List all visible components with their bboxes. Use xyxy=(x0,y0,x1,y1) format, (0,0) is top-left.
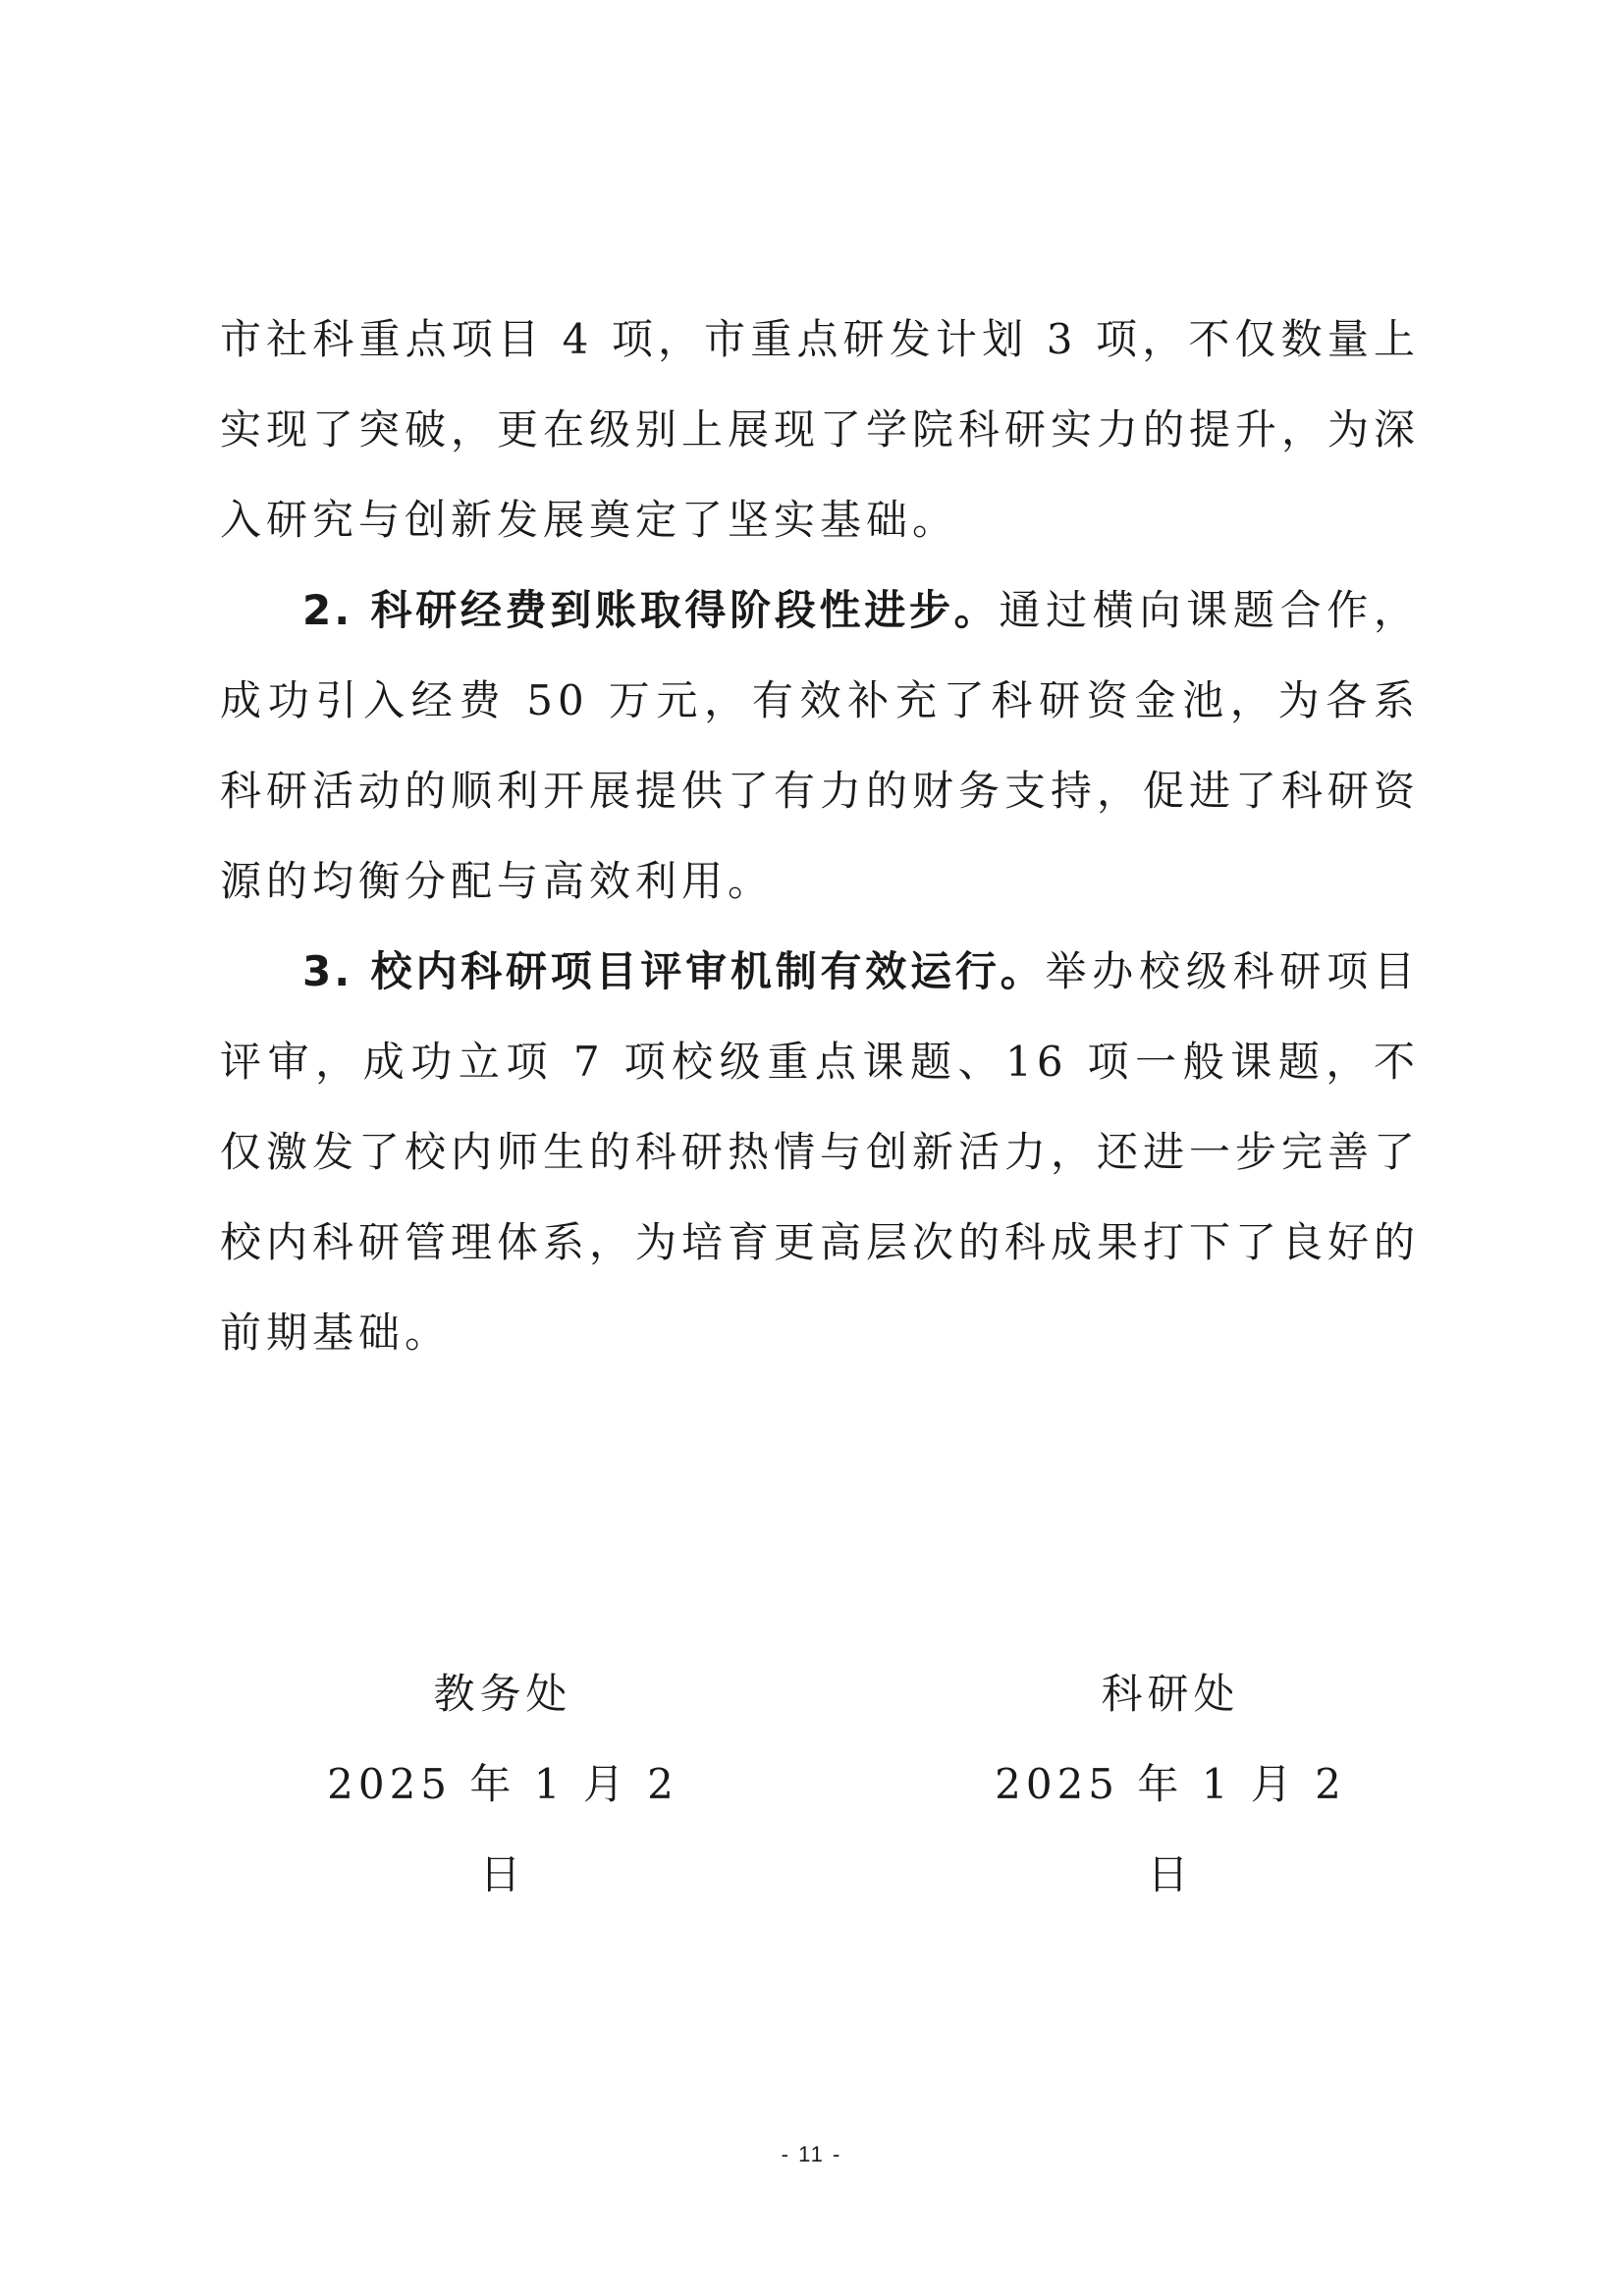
paragraph-text: 举办校级科研项目评审，成功立项 7 项校级重点课题、16 项一般课题，不仅激发了校内师生的科研热情与创新活力，还进一步完善了校内科研管理体系，为培育更高层次的科成果打下了良好的前期基础。 xyxy=(220,947,1421,1357)
body-text xyxy=(220,294,1420,1378)
page-number: - 11 - xyxy=(781,2142,842,2166)
paragraph-research-funding xyxy=(220,565,1420,927)
paragraph-heading: 2. 科研经费到账取得阶段性进步。 xyxy=(302,586,1000,634)
paragraph-text: 市社科重点项目 4 项，市重点研发计划 3 项，不仅数量上实现了突破，更在级别上展现了学院科研实力的提升，为深入研究与创新发展奠定了坚实基础。 xyxy=(220,315,1421,544)
signature-research-office xyxy=(974,1649,1367,1898)
paragraph-continued xyxy=(220,294,1420,565)
signature-date: 2025 年 1 月 2 日 xyxy=(327,1760,678,1898)
paragraph-heading: 3. 校内科研项目评审机制有效运行。 xyxy=(302,947,1046,995)
signature-org: 科研处 xyxy=(1101,1670,1240,1718)
signature-academic-affairs xyxy=(306,1649,699,1898)
signature-date: 2025 年 1 月 2 日 xyxy=(995,1760,1346,1898)
paragraph-text: 通过横向课题合作，成功引入经费 50 万元，有效补充了科研资金池，为各系科研活动的顺利开展提供了有力的财务支持，促进了科研资源的均衡分配与高效利用。 xyxy=(220,586,1421,905)
paragraph-project-review xyxy=(220,927,1420,1378)
signature-org: 教务处 xyxy=(433,1670,572,1718)
